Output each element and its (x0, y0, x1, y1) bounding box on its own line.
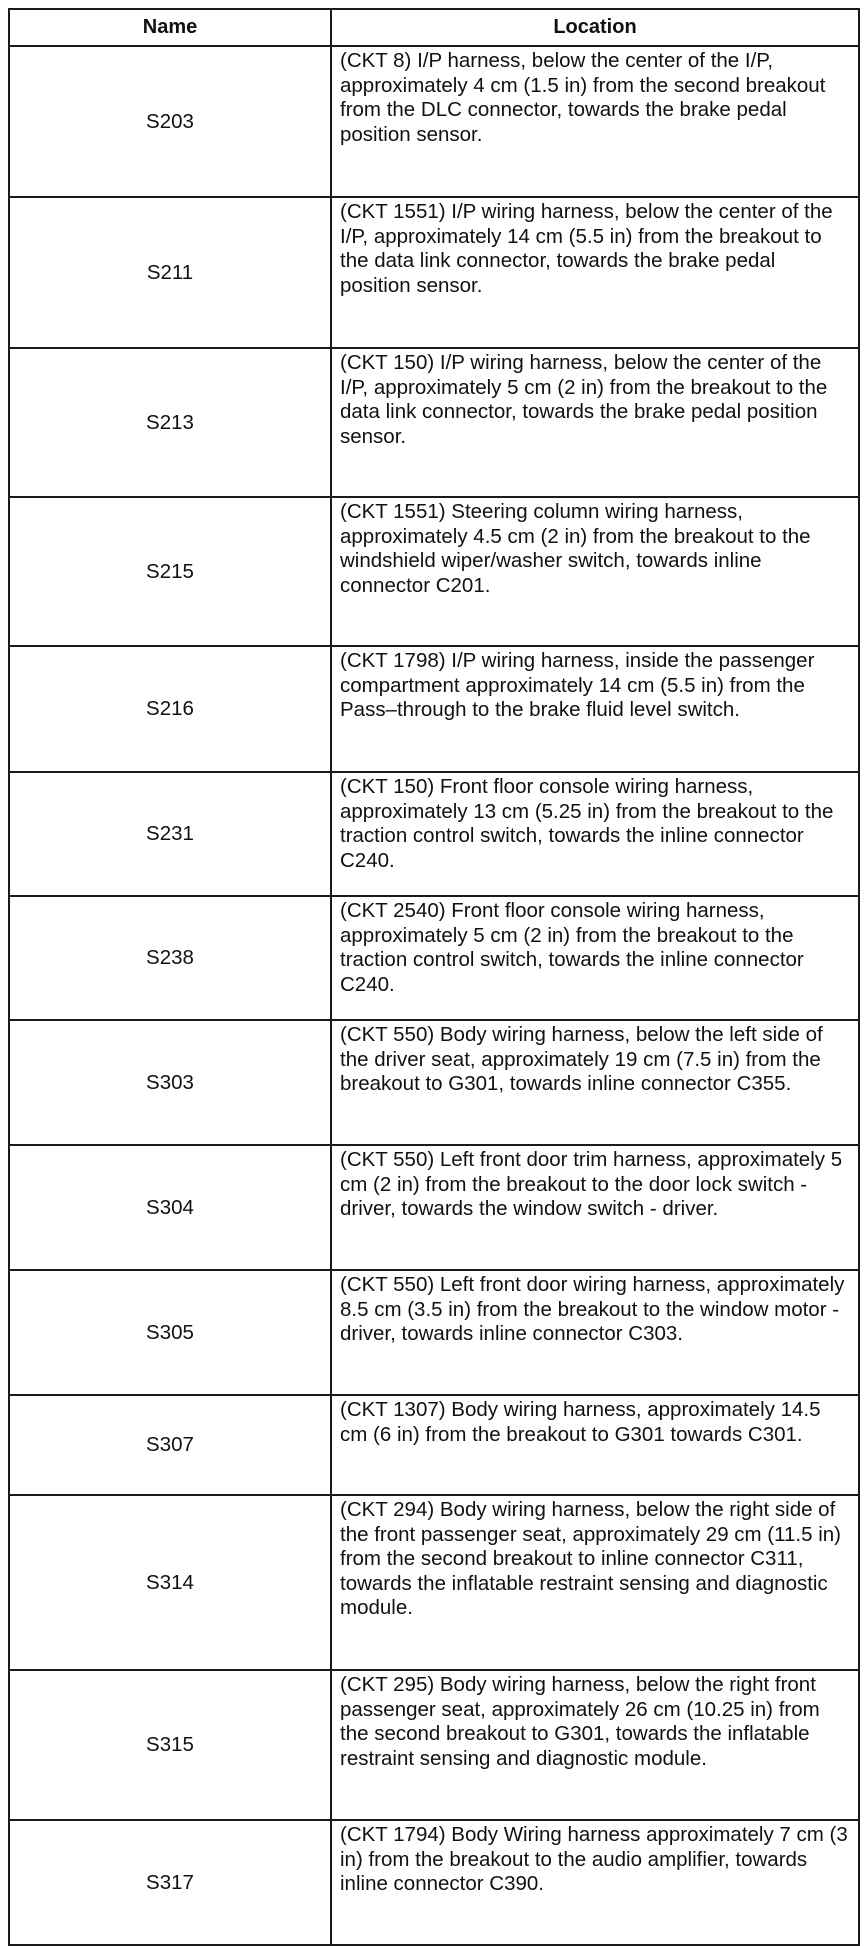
splice-name-cell: S215 (9, 497, 331, 646)
table-row (9, 46, 859, 197)
table-row (9, 1670, 859, 1820)
location-text: (CKT 550) Left front door wiring harness, approximately 8.5 cm (3.5 in) from the breakout to the window motor - driver, towards inline connector C303. (340, 1273, 845, 1345)
location-text: (CKT 1551) Steering column wiring harness, approximately 4.5 cm (2 in) from the breakout to the windshield wiper/washer switch, towards inline connector C201. (340, 500, 811, 597)
splice-name-cell: S203 (9, 46, 331, 197)
splice-name-cell: S303 (9, 1020, 331, 1145)
splice-location-cell (331, 197, 859, 348)
splice-location-cell (331, 772, 859, 896)
table-row (9, 896, 859, 1020)
location-text: (CKT 295) Body wiring harness, below the right front passenger seat, approximately 26 cm (10.25 in) from the second breakout to G301, towards the inflatable restraint sensing and diagnostic module. (340, 1673, 820, 1770)
splice-name-cell: S231 (9, 772, 331, 896)
splice-location-cell (331, 1270, 859, 1395)
splice-location-cell (331, 497, 859, 646)
location-text: (CKT 1307) Body wiring harness, approximately 14.5 cm (6 in) from the breakout to G301 towards C301. (340, 1398, 821, 1446)
splice-location-cell (331, 896, 859, 1020)
splice-name-cell: S238 (9, 896, 331, 1020)
splice-location-cell (331, 46, 859, 197)
table-row (9, 1020, 859, 1145)
table-row (9, 1395, 859, 1495)
location-text: (CKT 8) I/P harness, below the center of the I/P, approximately 4 cm (1.5 in) from the second breakout from the DLC connector, towards the brake pedal position sensor. (340, 49, 826, 146)
splice-location-cell (331, 1820, 859, 1945)
table-row (9, 646, 859, 772)
splice-location-cell (331, 1145, 859, 1270)
table-row (9, 1145, 859, 1270)
table-row (9, 1820, 859, 1945)
splice-name-cell: S211 (9, 197, 331, 348)
location-text: (CKT 150) I/P wiring harness, below the center of the I/P, approximately 5 cm (2 in) from the breakout to the data link connector, towards the brake pedal position sensor. (340, 351, 828, 448)
splice-location-sheet (8, 8, 858, 1946)
location-text: (CKT 1794) Body Wiring harness approximately 7 cm (3 in) from the breakout to the audio amplifier, towards inline connector C390. (340, 1823, 848, 1895)
table-row (9, 497, 859, 646)
splice-location-cell (331, 1395, 859, 1495)
splice-location-cell (331, 1670, 859, 1820)
table-row (9, 1270, 859, 1395)
table-row (9, 1495, 859, 1670)
splice-name-cell: S216 (9, 646, 331, 772)
table-header-row (9, 9, 859, 46)
location-column-header: Location (331, 9, 859, 46)
table-row (9, 348, 859, 497)
splice-name-cell: S213 (9, 348, 331, 497)
splice-name-cell: S314 (9, 1495, 331, 1670)
splice-location-cell (331, 646, 859, 772)
splice-name-cell: S307 (9, 1395, 331, 1495)
splice-location-cell (331, 348, 859, 497)
location-text: (CKT 1551) I/P wiring harness, below the center of the I/P, approximately 14 cm (5.5 in) from the breakout to the data link connector, towards the brake pedal position sensor. (340, 200, 833, 297)
splice-name-cell: S315 (9, 1670, 331, 1820)
splice-name-cell: S305 (9, 1270, 331, 1395)
location-text: (CKT 1798) I/P wiring harness, inside the passenger compartment approximately 14 cm (5.5 in) from the Pass–through to the brake fluid level switch. (340, 649, 815, 721)
splice-location-table (8, 8, 860, 1946)
splice-location-cell (331, 1020, 859, 1145)
table-row (9, 197, 859, 348)
location-text: (CKT 150) Front floor console wiring harness, approximately 13 cm (5.25 in) from the breakout to the traction control switch, towards the inline connector C240. (340, 775, 834, 872)
location-text: (CKT 550) Left front door trim harness, approximately 5 cm (2 in) from the breakout to the door lock switch - driver, towards the window switch - driver. (340, 1148, 843, 1220)
location-text: (CKT 2540) Front floor console wiring harness, approximately 5 cm (2 in) from the breakout to the traction control switch, towards the inline connector C240. (340, 899, 804, 996)
splice-location-cell (331, 1495, 859, 1670)
location-text: (CKT 294) Body wiring harness, below the right side of the front passenger seat, approximately 29 cm (11.5 in) from the second breakout to inline connector C311, towards the inflatable restraint sensing and diagnostic module. (340, 1498, 841, 1619)
splice-name-cell: S304 (9, 1145, 331, 1270)
location-text: (CKT 550) Body wiring harness, below the left side of the driver seat, approximately 19 cm (7.5 in) from the breakout to G301, towards inline connector C355. (340, 1023, 823, 1095)
splice-name-cell: S317 (9, 1820, 331, 1945)
name-column-header: Name (9, 9, 331, 46)
table-row (9, 772, 859, 896)
